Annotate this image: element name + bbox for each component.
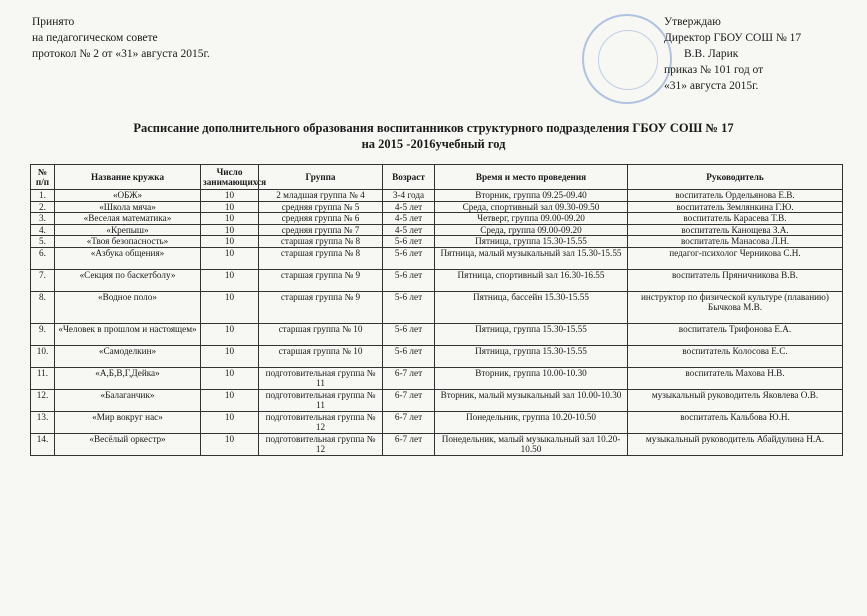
cell-time: Вторник, малый музыкальный зал 10.00-10.30 (435, 389, 628, 411)
cell-num: 14. (31, 433, 55, 455)
approval-block-left (32, 14, 210, 62)
cell-group: средняя группа № 5 (259, 201, 383, 213)
cell-leader: педагог-психолог Черникова С.Н. (628, 247, 843, 269)
left-header-line: протокол № 2 от «31» августа 2015г. (32, 48, 210, 60)
table-row (31, 411, 843, 433)
table-row (31, 367, 843, 389)
cell-num: 10. (31, 345, 55, 367)
cell-time: Пятница, малый музыкальный зал 15.30-15.55 (435, 247, 628, 269)
table-row (31, 433, 843, 455)
cell-count: 10 (201, 224, 259, 236)
right-header-line: «31» августа 2015г. (664, 80, 759, 92)
table-row (31, 269, 843, 291)
cell-name: «Мир вокруг нас» (55, 411, 201, 433)
column-header: Возраст (383, 165, 435, 190)
column-header: Время и место проведения (435, 165, 628, 190)
cell-age: 4-5 лет (383, 201, 435, 213)
cell-name: «Азбука общения» (55, 247, 201, 269)
cell-age: 5-6 лет (383, 236, 435, 248)
cell-num: 9. (31, 323, 55, 345)
right-header-line: Директор ГБОУ СОШ № 17 (664, 32, 802, 44)
column-header: Руководитель (628, 165, 843, 190)
right-header-line: Утверждаю (664, 16, 721, 28)
cell-time: Вторник, группа 10.00-10.30 (435, 367, 628, 389)
cell-num: 4. (31, 224, 55, 236)
cell-leader: воспитатель Ордельянова Е.В. (628, 190, 843, 202)
cell-leader: воспитатель Кальбова Ю.Н. (628, 411, 843, 433)
cell-name: «Самоделкин» (55, 345, 201, 367)
right-header-line: приказ № 101 год от (664, 64, 764, 76)
cell-time: Пятница, бассейн 15.30-15.55 (435, 291, 628, 323)
cell-time: Вторник, группа 09.25-09.40 (435, 190, 628, 202)
table-header-row (31, 165, 843, 190)
cell-num: 11. (31, 367, 55, 389)
cell-age: 5-6 лет (383, 291, 435, 323)
cell-leader: воспитатель Землянкина Г.Ю. (628, 201, 843, 213)
cell-group: старшая группа № 8 (259, 247, 383, 269)
cell-time: Среда, группа 09.00-09.20 (435, 224, 628, 236)
cell-age: 4-5 лет (383, 224, 435, 236)
cell-age: 6-7 лет (383, 389, 435, 411)
cell-name: «Человек в прошлом и настоящем» (55, 323, 201, 345)
cell-time: Понедельник, малый музыкальный зал 10.20-10.50 (435, 433, 628, 455)
cell-time: Пятница, группа 15.30-15.55 (435, 323, 628, 345)
cell-name: «Веселая математика» (55, 213, 201, 225)
cell-leader: воспитатель Колосова Е.С. (628, 345, 843, 367)
cell-leader: воспитатель Карасева Т.В. (628, 213, 843, 225)
cell-age: 4-5 лет (383, 213, 435, 225)
schedule-table (30, 164, 843, 456)
cell-count: 10 (201, 389, 259, 411)
left-header-line: на педагогическом совете (32, 32, 158, 44)
cell-count: 10 (201, 269, 259, 291)
cell-age: 5-6 лет (383, 323, 435, 345)
table-row (31, 389, 843, 411)
document-title (0, 120, 867, 152)
cell-count: 10 (201, 367, 259, 389)
cell-count: 10 (201, 433, 259, 455)
cell-leader: музыкальный руководитель Абайдулина Н.А. (628, 433, 843, 455)
cell-group: старшая группа № 10 (259, 345, 383, 367)
cell-group: подготовительная группа № 11 (259, 389, 383, 411)
approval-block-right (664, 14, 801, 94)
left-header-line: Принято (32, 16, 75, 28)
cell-age: 5-6 лет (383, 247, 435, 269)
column-header: Число занимающихся (201, 165, 259, 190)
cell-num: 6. (31, 247, 55, 269)
cell-age: 5-6 лет (383, 269, 435, 291)
cell-time: Среда, спортивный зал 09.30-09.50 (435, 201, 628, 213)
cell-leader: воспитатель Махова Н.В. (628, 367, 843, 389)
cell-group: подготовительная группа № 12 (259, 411, 383, 433)
stamp-seal-icon (582, 14, 672, 104)
cell-group: старшая группа № 9 (259, 291, 383, 323)
cell-time: Пятница, группа 15.30-15.55 (435, 236, 628, 248)
cell-num: 8. (31, 291, 55, 323)
cell-num: 12. (31, 389, 55, 411)
cell-count: 10 (201, 201, 259, 213)
cell-leader: воспитатель Трифонова Е.А. (628, 323, 843, 345)
column-header: Группа (259, 165, 383, 190)
table-row (31, 224, 843, 236)
cell-name: «ОБЖ» (55, 190, 201, 202)
cell-group: 2 младшая группа № 4 (259, 190, 383, 202)
cell-count: 10 (201, 236, 259, 248)
cell-name: «Водное поло» (55, 291, 201, 323)
cell-name: «Твоя безопасность» (55, 236, 201, 248)
cell-name: «Школа мяча» (55, 201, 201, 213)
cell-count: 10 (201, 190, 259, 202)
cell-count: 10 (201, 345, 259, 367)
cell-name: «А,Б,В,Г,Дейка» (55, 367, 201, 389)
cell-num: 7. (31, 269, 55, 291)
cell-count: 10 (201, 323, 259, 345)
title-line: на 2015 -2016учебный год (361, 137, 506, 151)
cell-count: 10 (201, 411, 259, 433)
cell-name: «Весёлый оркестр» (55, 433, 201, 455)
cell-count: 10 (201, 291, 259, 323)
cell-leader: воспитатель Манасова Л.Н. (628, 236, 843, 248)
cell-num: 5. (31, 236, 55, 248)
cell-time: Пятница, спортивный зал 16.30-16.55 (435, 269, 628, 291)
column-header: № п/п (31, 165, 55, 190)
cell-group: средняя группа № 6 (259, 213, 383, 225)
cell-group: средняя группа № 7 (259, 224, 383, 236)
cell-name: «Балаганчик» (55, 389, 201, 411)
cell-leader: воспитатель Пряничникова В.В. (628, 269, 843, 291)
table-row (31, 236, 843, 248)
cell-count: 10 (201, 247, 259, 269)
cell-leader: воспитатель Канощева З.А. (628, 224, 843, 236)
table-row (31, 291, 843, 323)
cell-num: 2. (31, 201, 55, 213)
right-header-line: В.В. Ларик (684, 48, 739, 60)
cell-name: «Секция по баскетболу» (55, 269, 201, 291)
cell-num: 3. (31, 213, 55, 225)
title-line: Расписание дополнительного образования воспитанников структурного подразделения ГБОУ СОШ № 17 (133, 121, 734, 135)
cell-group: старшая группа № 9 (259, 269, 383, 291)
cell-age: 5-6 лет (383, 345, 435, 367)
cell-time: Четверг, группа 09.00-09.20 (435, 213, 628, 225)
table-row (31, 201, 843, 213)
column-header: Название кружка (55, 165, 201, 190)
cell-num: 13. (31, 411, 55, 433)
cell-age: 6-7 лет (383, 367, 435, 389)
cell-num: 1. (31, 190, 55, 202)
table-row (31, 247, 843, 269)
cell-group: старшая группа № 8 (259, 236, 383, 248)
cell-name: «Крепыш» (55, 224, 201, 236)
cell-group: подготовительная группа № 12 (259, 433, 383, 455)
table-row (31, 323, 843, 345)
cell-count: 10 (201, 213, 259, 225)
cell-time: Понедельник, группа 10.20-10.50 (435, 411, 628, 433)
cell-age: 6-7 лет (383, 433, 435, 455)
cell-time: Пятница, группа 15.30-15.55 (435, 345, 628, 367)
cell-age: 6-7 лет (383, 411, 435, 433)
cell-group: подготовительная группа № 11 (259, 367, 383, 389)
cell-age: 3-4 года (383, 190, 435, 202)
cell-leader: музыкальный руководитель Яковлева О.В. (628, 389, 843, 411)
table-row (31, 190, 843, 202)
cell-group: старшая группа № 10 (259, 323, 383, 345)
cell-leader: инструктор по физической культуре (плаванию) Бычкова М.В. (628, 291, 843, 323)
table-row (31, 345, 843, 367)
table-row (31, 213, 843, 225)
